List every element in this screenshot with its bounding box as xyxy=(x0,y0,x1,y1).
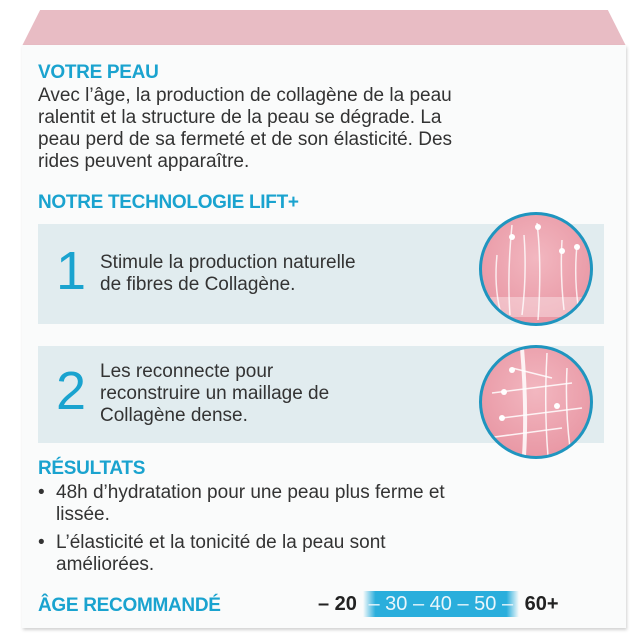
step-line: Les reconnecte pour xyxy=(100,361,274,382)
step-text xyxy=(100,252,356,296)
step-line: de fibres de Collagène. xyxy=(100,274,296,295)
step-number: 2 xyxy=(56,361,87,421)
skin-title: VOTRE PEAU xyxy=(38,62,159,83)
network-illustration xyxy=(482,348,590,456)
age-title: ÂGE RECOMMANDÉ xyxy=(38,595,221,616)
result-line: L’élasticité et la tonicité de la peau sont xyxy=(56,532,386,553)
collagen-fibers-image xyxy=(479,212,593,326)
result-item: • L’élasticité et la tonicité de la peau sont améliorées. xyxy=(38,532,386,575)
age-scale xyxy=(318,593,559,616)
skin-line: rides peuvent apparaître. xyxy=(38,151,250,172)
result-line: 48h d’hydratation pour une peau plus ferme et xyxy=(56,482,445,503)
skin-line: Avec l’âge, la production de collagène de la peau xyxy=(38,85,452,106)
skin-line: ralentit et la structure de la peau se dégrade. La xyxy=(38,107,442,128)
technology-title: NOTRE TECHNOLOGIE LIFT+ xyxy=(38,192,299,213)
age-highlight: – 30 – 40 – 50 – xyxy=(363,591,520,617)
box-lid xyxy=(22,10,626,46)
fibers-illustration xyxy=(482,215,590,323)
result-line: lissée. xyxy=(56,504,110,525)
age-suffix: 60+ xyxy=(524,593,559,615)
step-line: reconstruire un maillage de xyxy=(100,383,330,404)
result-item: • 48h d’hydratation pour une peau plus ferme et lissée. xyxy=(38,482,445,525)
skin-line: peau perd de sa fermeté et de son élasticité. Des xyxy=(38,129,453,150)
step-number: 1 xyxy=(56,241,87,301)
step-text xyxy=(100,361,329,427)
collagen-network-image xyxy=(479,345,593,459)
step-line: Stimule la production naturelle xyxy=(100,252,356,273)
step-line: Collagène dense. xyxy=(100,405,248,426)
skin-text xyxy=(38,85,598,173)
result-line: améliorées. xyxy=(56,554,155,575)
age-prefix: – 20 xyxy=(318,593,357,615)
results-title: RÉSULTATS xyxy=(38,458,146,479)
